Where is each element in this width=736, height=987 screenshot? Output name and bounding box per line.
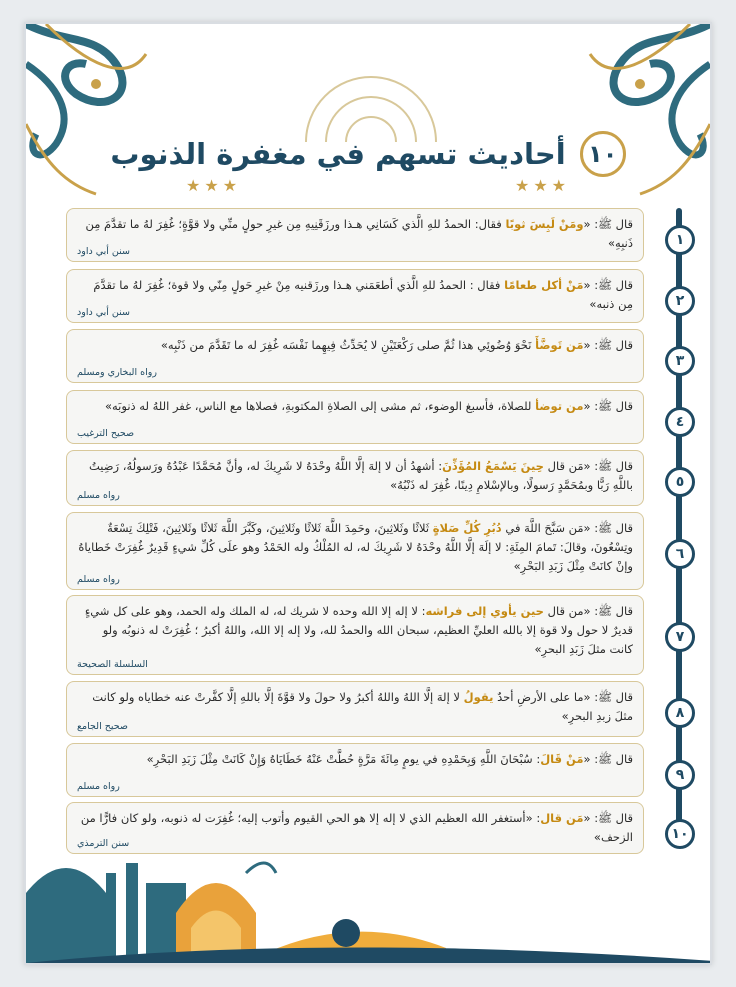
hadith-card: قال ﷺ: «مَنْ أكل طعامًا فقال : الحمدُ للهِ الَّذي أطعَمَني هـذا ورزَقنيه مِنْ غيرِ حَولٍ مِنّي ولا قوة؛ غُفِرَ لهُ ما تقدَّمَ مِن ذنبه» سنن أبي داود [66, 269, 644, 323]
hadith-card: قال ﷺ: «مَن تَوضَّأَ نَحْوَ وُضُوئِي هذا ثُمَّ صلى رَكْعَتَيْنِ لا يُحَدِّثُ فِيهِما نَفْسَه غُفِرَ له ما تَقَدَّمَ من ذَنْبِه» رواه البخاري ومسلم [66, 329, 644, 383]
hadith-source: سنن أبي داود [77, 307, 130, 318]
hadith-card: قال ﷺ: «مَن قال: «أستغفر الله العظيم الذي لا إله إلا هو الحي القيوم وأتوب إليه؛ غُفِرَت له ذنوبه، ولو كان فارًّا من الزحف» سنن الترمذي [66, 802, 644, 854]
hadith-number: ٩ [665, 760, 695, 790]
hadith-source: رواه البخاري ومسلم [77, 367, 157, 378]
hadith-number: ١٠ [665, 819, 695, 849]
hadith-number: ٣ [665, 346, 695, 376]
hadith-source: سنن الترمذي [77, 838, 130, 849]
page-title: أحاديث تسهم في مغفرة الذنوب [110, 137, 566, 171]
hadith-number: ١ [665, 225, 695, 255]
title-number-badge: ١٠ [580, 131, 626, 177]
hadith-card: قال ﷺ: «مَنْ قَالَ: سُبْحَانَ اللَّهِ وَبِحَمْدِهِ في يومٍ مِائَةَ مَرَّةٍ حُطَّتْ عَنْهُ خَطَايَاهُ وَإِنْ كَانَتْ مِثْلَ زَبَدِ البَحْرِ» رواه مسلم [66, 743, 644, 797]
hadith-source: رواه مسلم [77, 574, 120, 585]
corner-ornament-right [580, 24, 710, 214]
hadith-source: رواه مسلم [77, 781, 120, 792]
stars-right: ★★★ [514, 176, 570, 195]
hadith-number: ٨ [665, 698, 695, 728]
hadith-card: قال ﷺ: «من قال حين يأوي إلى فراشه: لا إله إلا الله وحده لا شريك له، له الملك وله الحمد، وهو على كل شيءٍ قديرٌ لا حول ولا قوة إلا بالله العليِّ العظيم، سبحان الله والحمدُ لله، ولا إله إلا الله، واللهُ أكبرُ ؛ غُفِرَتْ له ذنوبُه ولو كانت مثلَ زَبَدِ البحرِ» السلسلة الصحيحة [66, 595, 644, 675]
hadith-card: قال ﷺ: «مَن قال حِينَ يَسْمَعُ المُؤَذِّنَ: أشهدُ أن لا إلهَ إلَّا اللَّهُ وحْدَهُ لا شَرِيكَ له، وأنَّ مُحَمَّدًا عَبْدُهُ ورَسولُهُ، رَضِيتُ باللَّهِ رَبًّا وبمُحَمَّدٍ رَسولًا، وبالإسْلامِ دِينًا، غُفِرَ له ذَنْبُهُ» رواه مسلم [66, 450, 644, 506]
infographic-frame [24, 22, 712, 965]
hadith-source: السلسلة الصحيحة [77, 659, 148, 670]
hadith-number: ٥ [665, 467, 695, 497]
mosque-illustration [26, 833, 712, 963]
hadith-number: ٢ [665, 286, 695, 316]
hadith-card: قال ﷺ: «من توضأ للصلاة، فأسبغ الوضوء، ثم مشى إلى الصلاةِ المكتوبةِ، فصلاها مع الناس، غفر اللهُ له ذنوبَه» صحيح الترغيب [66, 390, 644, 444]
hadith-number: ٧ [665, 622, 695, 652]
hadith-source: سنن أبي داود [77, 246, 130, 257]
hadith-number: ٦ [665, 539, 695, 569]
hadith-source: صحيح الجامع [77, 721, 128, 732]
hadith-card: قال ﷺ: «ما على الأرضِ أحدٌ يقولُ لا إلهَ إلَّا اللهُ واللهُ أكبرُ ولا حولَ ولا قوَّةَ إلَّا باللهِ إلَّا كفَّرتْ عنه خطاياه ولو كانت مثلَ زبدِ البحرِ» صحيح الجامع [66, 681, 644, 737]
hadith-card: قال ﷺ: «مَن سَبَّحَ اللَّهَ في دُبُرِ كُلِّ صَلاةٍ ثَلاثًا وثَلاثِينَ، وحَمِدَ اللَّهَ ثَلاثًا وثَلاثِينَ، وكَبَّرَ اللَّهَ ثَلاثًا وثَلاثِينَ، فَتْلِكَ تِسْعَةٌ وتِسْعُونَ، وقالَ: تَمامَ المِئَةِ: لا إلَهَ إلَّا اللَّهُ وحْدَهُ لا شَرِيكَ له، له المُلْكُ وله الحَمْدُ وهو علَى كُلِّ شيءٍ قَدِيرٌ غُفِرَتْ خَطاياهُ وإنْ كانَتْ مِثْلَ زَبَدِ البَحْرِ» رواه مسلم [66, 512, 644, 590]
hadith-source: صحيح الترغيب [77, 428, 135, 439]
stars-left: ★★★ [186, 176, 242, 195]
hadith-number: ٤ [665, 407, 695, 437]
hadith-card: قال ﷺ: «ومَنْ لَبِسَ ثوبًا فقال: الحمدُ للهِ الَّذي كَسَانِي هـذا ورزَقَنِيهِ مِن غيرِ حولٍ منِّي ولا قوَّةٍ؛ غُفِرَ لهُ ما تقدَّمَ مِن ذَنبِهِ» سنن أبي داود [66, 208, 644, 262]
corner-ornament-left [26, 24, 156, 214]
title-row [26, 124, 710, 184]
hadith-source: رواه مسلم [77, 490, 120, 501]
